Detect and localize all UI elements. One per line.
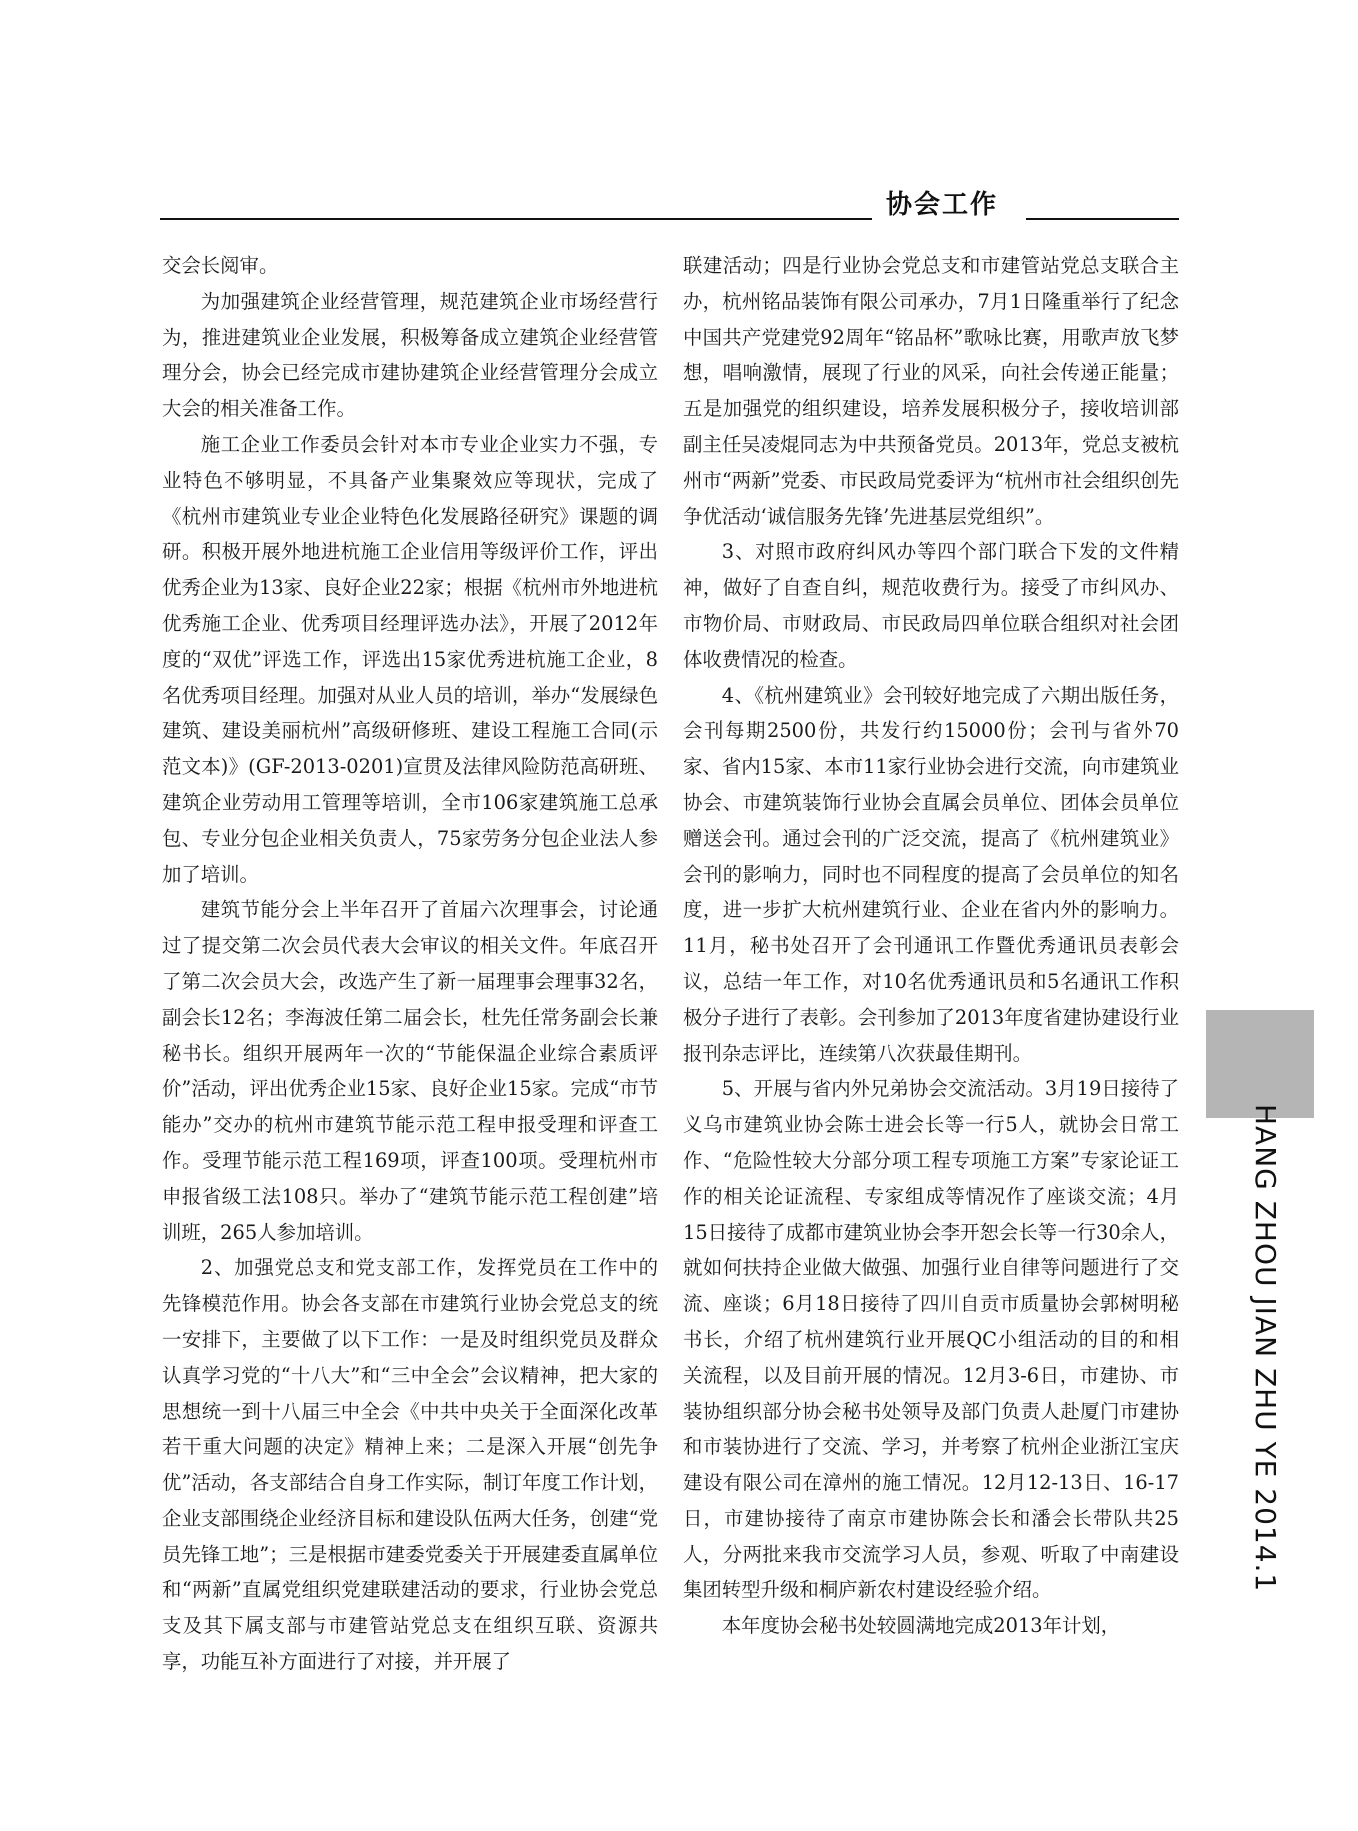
paragraph: 本年度协会秘书处较圆满地完成2013年计划， xyxy=(721,1614,1121,1638)
paragraph: 2、加强党总支和党支部工作，发挥党员在工作中的先锋模范作用。协会各支部在市建筑行业协会党总支的统一安排下，主要做了以下工作：一是及时组织党员及群众认真学习党的“十八大”和“三中全会”会议精神，把大家的思想统一到十八届三中全会《中共中央关于全面深化改革若干重大问题的决定》精神上来；二是深入开展“创先争优”活动，各支部结合自身工作实际，制订年度工作计划，企业支部围绕企业经济目标和建设队伍两大任务，创建“党员先锋工地”；三是根据市建委党委关于开展建委直属单位和“两新”直属党组织党建联建活动的要求，行业协会党总支及其下属支部与市建管站党总支在组织互联、资源共享，功能互补方面进行了对接，并开展了 xyxy=(162,1256,658,1674)
header-rule-left xyxy=(160,218,872,220)
paragraph: 交会长阅审。 xyxy=(162,254,279,277)
paragraph: 施工企业工作委员会针对本市专业企业实力不强，专业特色不够明显，不具备产业集聚效应等现状，完成了《杭州市建筑业专业企业特色化发展路径研究》课题的调研。积极开展外地进杭施工企业信用等级评价工作，评出优秀企业为13家、良好企业22家；根据《杭州市外地进杭优秀施工企业、优秀项目经理评选办法》，开展了2012年度的“双优”评选工作，评选出15家优秀进杭施工企业，8名优秀项目经理。加强对从业人员的培训，举办“发展绿色建筑、建设美丽杭州”高级研修班、建设工程施工合同(示范文本)》(GF-2013-0201)宣贯及法律风险防范高研班、建筑企业劳动用工管理等培训，全市106家建筑施工总承包、专业分包企业相关负责人，75家劳务分包企业法人参加了培训。 xyxy=(162,432,658,886)
section-title: 协会工作 xyxy=(886,190,999,220)
paragraph: 联建活动；四是行业协会党总支和市建管站党总支联合主办，杭州铭品装饰有限公司承办，7月1日隆重举行了纪念中国共产党建党92周年“铭品杯”歌咏比赛，用歌声放飞梦想，唱响激情，展现了行业的风采，向社会传递正能量；五是加强党的组织建设，培养发展积极分子，接收培训部副主任吴凌焜同志为中共预备党员。2013年，党总支被杭州市“两新”党委、市民政局党委评为“杭州市社会组织创先争优活动‘诚信服务先锋’先进基层党组织”。 xyxy=(683,254,1179,528)
side-tab-block xyxy=(1206,1010,1314,1118)
paragraph: 5、开展与省内外兄弟协会交流活动。3月19日接待了义乌市建筑业协会陈士进会长等一行5人，就协会日常工作、“危险性较大分部分项工程专项施工方案”专家论证工作的相关论证流程、专家组成等情况作了座谈交流；4月15日接待了成都市建筑业协会李开恕会长等一行30余人，就如何扶持企业做大做强、加强行业自律等问题进行了交流、座谈；6月18日接待了四川自贡市质量协会郭树明秘书长，介绍了杭州建筑行业开展QC小组活动的目的和相关流程，以及目前开展的情况。12月3-6日，市建协、市装协组织部分协会秘书处领导及部门负责人赴厦门市建协和市装协进行了交流、学习，并考察了杭州企业浙江宝庆建设有限公司在漳州的施工情况。12月12-13日、16-17日，市建协接待了南京市建协陈会长和潘会长带队共25人，分两批来我市交流学习人员，参观、听取了中南建设集团转型升级和桐庐新农村建设经验介绍。 xyxy=(683,1077,1179,1602)
header-rule-right xyxy=(1026,218,1179,220)
paragraph: 建筑节能分会上半年召开了首届六次理事会，讨论通过了提交第二次会员代表大会审议的相关文件。年底召开了第二次会员大会，改选产生了新一届理事会理事32名，副会长12名；李海波任第二届会长，杜先任常务副会长兼秘书长。组织开展两年一次的“节能保温企业综合素质评价”活动，评出优秀企业15家、良好企业15家。完成“市节能办”交办的杭州市建筑节能示范工程申报受理和评查工作。受理节能示范工程169项，评查100项。受理杭州市申报省级工法108只。举办了“建筑节能示范工程创建”培训班，265人参加培训。 xyxy=(162,898,658,1244)
paragraph: 3、对照市政府纠风办等四个部门联合下发的文件精神，做好了自查自纠，规范收费行为。接受了市纠风办、市物价局、市财政局、市民政局四单位联合组织对社会团体收费情况的检查。 xyxy=(683,540,1179,671)
paragraph: 为加强建筑企业经营管理，规范建筑企业市场经营行为，推进建筑业企业发展，积极筹备成立建筑企业经营管理分会，协会已经完成市建协建筑企业经营管理分会成立大会的相关准备工作。 xyxy=(162,289,658,421)
paragraph: 4、《杭州建筑业》会刊较好地完成了六期出版任务，会刊每期2500份，共发行约15000份；会刊与省外70家、省内15家、本市11家行业协会进行交流，向市建筑业协会、市建筑装饰行业协会直属会员单位、团体会员单位赠送会刊。通过会刊的广泛交流，提高了《杭州建筑业》会刊的影响力，同时也不同程度的提高了会员单位的知名度，进一步扩大杭州建筑行业、企业在省内外的影响力。11月，秘书处召开了会刊通讯工作暨优秀通讯员表彰会议，总结一年工作，对10名优秀通讯员和5名通讯工作积极分子进行了表彰。会刊参加了2013年度省建协建设行业报刊杂志评比，连续第八次获最佳期刊。 xyxy=(683,683,1179,1065)
left-column xyxy=(162,248,658,1680)
side-journal-label: HANG ZHOU JIAN ZHU YE 2014.1 xyxy=(1249,1104,1282,1593)
right-column xyxy=(683,248,1179,1644)
